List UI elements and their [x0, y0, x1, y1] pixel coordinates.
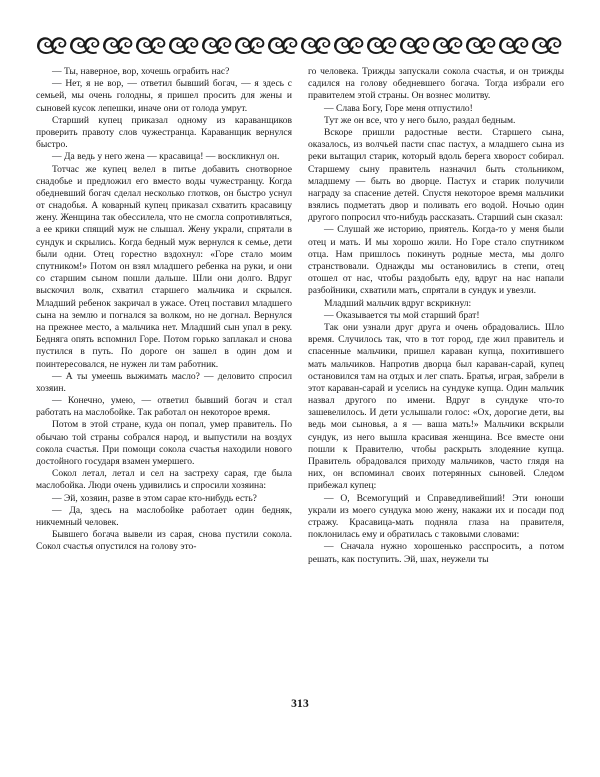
paragraph: — Да ведь у него жена — красавица! — воскликнул он. — [52, 151, 280, 163]
left-column — [36, 66, 292, 680]
paragraph: Сокол летал, летал и сел на застреху сарая, где была маслобойка. Люди очень удивились и спросили хозяина: — [36, 468, 292, 492]
right-column — [308, 66, 564, 680]
paragraph: — Да, здесь на маслобойке работает один бедняк, никчемный человек. — [36, 504, 292, 528]
wave-scroll-ornament — [36, 33, 564, 57]
paragraph: — Конечно, умею, — ответил бывший богач и стал работать на маслобойке. Так работал он некоторое время. — [36, 395, 292, 419]
paragraph: Так они узнали друг друга и очень обрадовались. Шло время. Случилось так, что в тот город, где жил правитель и спасенные мальчики, пришел караван купца, похитившего мать мальчиков. Напротив дворца был караван-сарай, купец остановился там на отдых и лег спать. Братья, играя, забрели в этот караван-сарай и уселись на сундуке купца. Один мальчик назвал другого по имени. Вдруг в сундуке что-то зашевелилось. И дети услышали голос: «Ох, дорогие дети, вы ведь мои сыновья, а я — ваша мать!» Мальчики вскрыли сундук, из него вышла красивая женщина. Все вместе они пошли к Правителю, чтобы раскрыть злодеяние купца. Правитель обрадовался приходу мальчиков, часто глядя на них, он вспоминал своих потерянных сыновей. Следом прибежал купец: — [308, 321, 564, 492]
paragraph: — О, Всемогущий и Справедливейший! Эти юноши украли из моего сундука мою жену, накажи их и посади под стражу. Красавица-мать подняла глаза на правителя, поклонилась ему и обратилась с таковыми словами: — [308, 492, 564, 541]
paragraph: Тотчас же купец велел в питье добавить снотворное снадобье и предложил его вместо воды чужестранцу. Когда обедневший богач сделал несколько глотков, он быстро уснул от снадобья. А коварный купец приказал схватить красавицу жену. Женщина так обессилела, что не смогла сопротивляться, а ее крики спящий муж не слышал. Жену украли, спрятали в сундук и скрылись. Когда бедный муж вернулся к семье, дети были одни. Отец горестно вздохнул: «Горе стало моим спутником!» Потом он взял младшего ребенка на руки, и они со старшим сыном пошли дальше. Шли они долго. Вдруг выскочил волк, схватил старшего мальчика и скрылся. Младший ребенок закричал в ужасе. Отец поставил младшего сына на землю и погнался за волком, но не догнал. Вернулся на прежнее место, а мальчика нет. Младший сын упал в реку. Бедняга опять вспомнил Горе. Потом горько заплакал и снова пустился в путь. По дороге он зашел в один дом и поинтересовался, не нужен ли там работник. — [36, 163, 292, 370]
paragraph: — Сначала нужно хорошенько расспросить, а потом решать, как поступить. Эй, шах, неужели ты — [308, 541, 564, 565]
paragraph: — А ты умеешь выжимать масло? — деловито спросил хозяин. — [36, 370, 292, 394]
paragraph: — Эй, хозяин, разве в этом сарае кто-нибудь есть? — [52, 492, 257, 504]
paragraph: — Оказывается ты мой старший брат! — [324, 309, 480, 321]
paragraph: го человека. Трижды запускали сокола счастья, и он трижды садился на голову обедневшего богача. Тогда избрали его правителем этой страны. Он вознес молитву. — [308, 66, 564, 102]
paragraph: Потом в этой стране, куда он попал, умер правитель. По обычаю той страны собрался народ, и выпустили на воздух сокола счастья. При помощи сокола счастья находили нового достойного государя взамен умершего. — [36, 419, 292, 467]
paragraph: Тут же он все, что у него было, раздал бедным. — [324, 114, 516, 126]
paragraph: — Нет, я не вор, — ответил бывший богач, — я здесь с семьей, мы очень голодны, я пришел просить для жены и сыновей кусок лепешки, иначе они от голода умрут. — [36, 78, 292, 114]
paragraph: Старший купец приказал одному из караванщиков проверить правоту слов чужестранца. Караванщик вернулся быстро. — [36, 114, 292, 151]
page-number: 313 — [291, 698, 309, 710]
paragraph: Бывшего богача вывели из сарая, снова пустили сокола. Сокол счастья опустился на голову это- — [36, 529, 292, 553]
paragraph: — Слава Богу, Горе меня отпустило! — [324, 102, 473, 114]
paragraph: Вскоре пришли радостные вести. Старшего сына, оказалось, из волчьей пасти спас пастух, а младшего сына из реки вытащил старик, который вдоль берега хворост собирал. Старшему сыну правитель назначил быть стольником, младшему — быть во дворце. Пастух и старик получили награду за спасение детей. Спустя некоторое время мальчики взялись подметать двор и поливать его водой. Ночью один другого попросил что-нибудь рассказать. Старший сын сказал: — [308, 126, 564, 224]
paragraph: — Ты, наверное, вор, хочешь ограбить нас? — [52, 66, 230, 77]
paragraph: — Слушай же историю, приятель. Когда-то у меня были отец и мать. И мы хорошо жили. Но Горе стало спутником отца. Нам пришлось покинуть родные места, мы долго странствовали. Однажды мы остановились в степи, отец отошел от нас, чтобы раздобыть еду, вдруг на нас напали разбойники, схватили мать, спрятали в сундук и увезли. — [308, 224, 564, 297]
text-body — [36, 66, 564, 680]
paragraph: Младший мальчик вдруг вскрикнул: — [324, 297, 472, 309]
